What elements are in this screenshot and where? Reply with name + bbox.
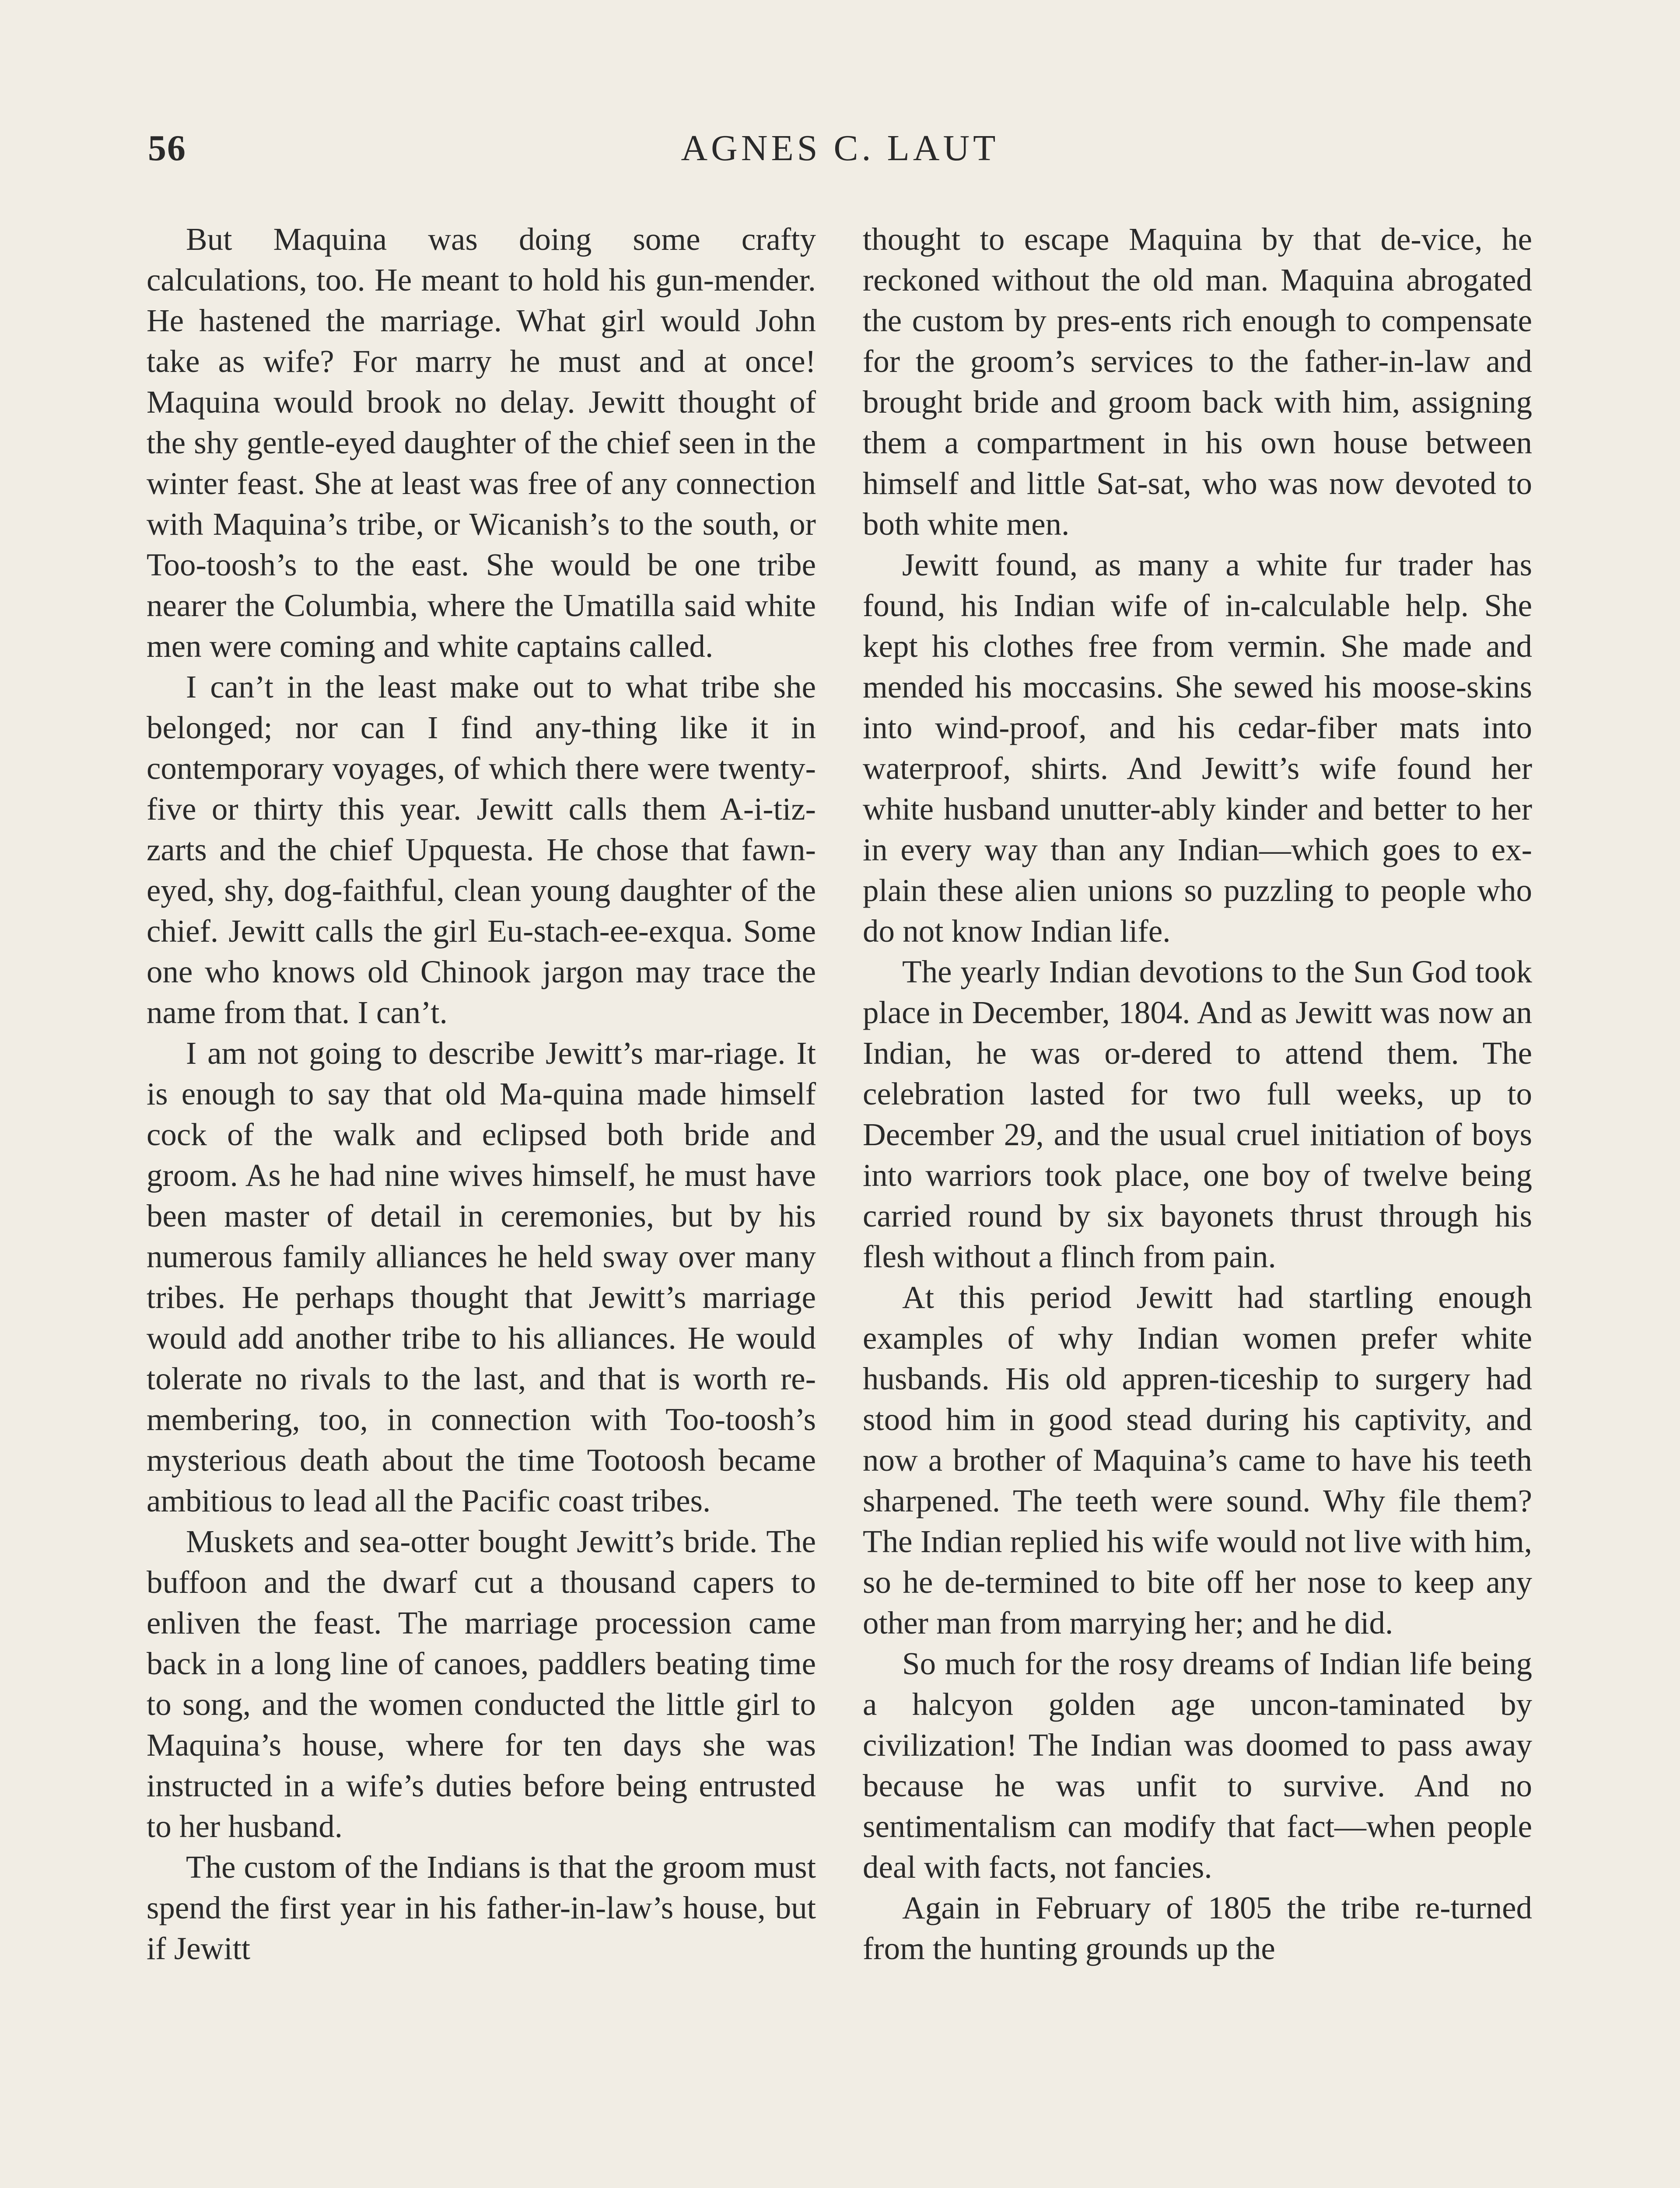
paragraph: The yearly Indian devotions to the Sun God took place in December, 1804. And as Jewitt was now an Indian, he was or-dered to attend them. The celebration lasted for two full weeks, up to December 29, and the usual cruel initiation of boys into warriors took place, one boy of twelve being carried round by six bayonets thrust through his flesh without a flinch from pain. [863,954,1532,1274]
paragraph: I can’t in the least make out to what tribe she belonged; nor can I find any-thing like it in contemporary voyages, of which there were twenty-five or thirty this year. Jewitt calls them A-i-tiz-zarts and the chief Upquesta. He chose that fawn-eyed, shy, dog-faithful, clean young daughter of the chief. Jewitt calls the girl Eu-stach-ee-exqua. Some one who knows old Chinook jargon may trace the name from that. I can’t. [147,669,816,1030]
page-number: 56 [148,128,186,168]
paragraph: So much for the rosy dreams of Indian life being a halcyon golden age uncon-taminated by civilization! The Indian was doomed to pass away because he was unfit to survive. And no sentimentalism can modify that fact—when people deal with facts, not fancies. [863,1646,1532,1885]
running-title: AGNES C. LAUT [681,128,999,168]
paragraph: The custom of the Indians is that the groom must spend the first year in his father-in-law’s house, but if Jewitt [147,1849,816,1966]
right-column [863,219,1532,1969]
paragraph: Jewitt found, as many a white fur trader has found, his Indian wife of in-calculable help. She kept his clothes free from vermin. She made and mended his moccasins. She sewed his moose-skins into wind-proof, and his cedar-fiber mats into waterproof, shirts. And Jewitt’s wife found her white husband unutter-ably kinder and better to her in every way than any Indian—which goes to ex-plain these alien unions so puzzling to people who do not know Indian life. [863,547,1532,949]
paragraph: I am not going to describe Jewitt’s mar-riage. It is enough to say that old Ma-quina made himself cock of the walk and eclipsed both bride and groom. As he had nine wives himself, he must have been master of detail in ceremonies, but by his numerous family alliances he held sway over many tribes. He perhaps thought that Jewitt’s marriage would add another tribe to his alliances. He would tolerate no rivals to the last, and that is worth re-membering, too, in connection with Too-toosh’s mysterious death about the time Tootoosh became ambitious to lead all the Pacific coast tribes. [147,1035,816,1518]
paragraph: thought to escape Maquina by that de-vice, he reckoned without the old man. Maquina abrogated the custom by pres-ents rich enough to compensate for the groom’s services to the father-in-law and brought bride and groom back with him, assigning them a compartment in his own house between himself and little Sat-sat, who was now devoted to both white men. [863,221,1532,542]
paragraph: But Maquina was doing some crafty calculations, too. He meant to hold his gun-mender. He hastened the marriage. What girl would John take as wife? For marry he must and at once! Maquina would brook no delay. Jewitt thought of the shy gentle-eyed daughter of the chief seen in the winter feast. She at least was free of any connection with Maquina’s tribe, or Wicanish’s to the south, or Too-toosh’s to the east. She would be one tribe nearer the Columbia, where the Umatilla said white men were coming and white captains called. [147,221,816,664]
left-column [147,219,816,1969]
paragraph: Muskets and sea-otter bought Jewitt’s bride. The buffoon and the dwarf cut a thousand capers to enliven the feast. The marriage procession came back in a long line of canoes, paddlers beating time to song, and the women conducted the little girl to Maquina’s house, where for ten days she was instructed in a wife’s duties before being entrusted to her husband. [147,1524,816,1844]
paragraph: Again in February of 1805 the tribe re-turned from the hunting grounds up the [863,1890,1532,1966]
paragraph: At this period Jewitt had startling enough examples of why Indian women prefer white husbands. His old appren-ticeship to surgery had stood him in good stead during his captivity, and now a brother of Maquina’s came to have his teeth sharpened. The teeth were sound. Why file them? The Indian replied his wife would not live with him, so he de-termined to bite off her nose to keep any other man from marrying her; and he did. [863,1280,1532,1641]
